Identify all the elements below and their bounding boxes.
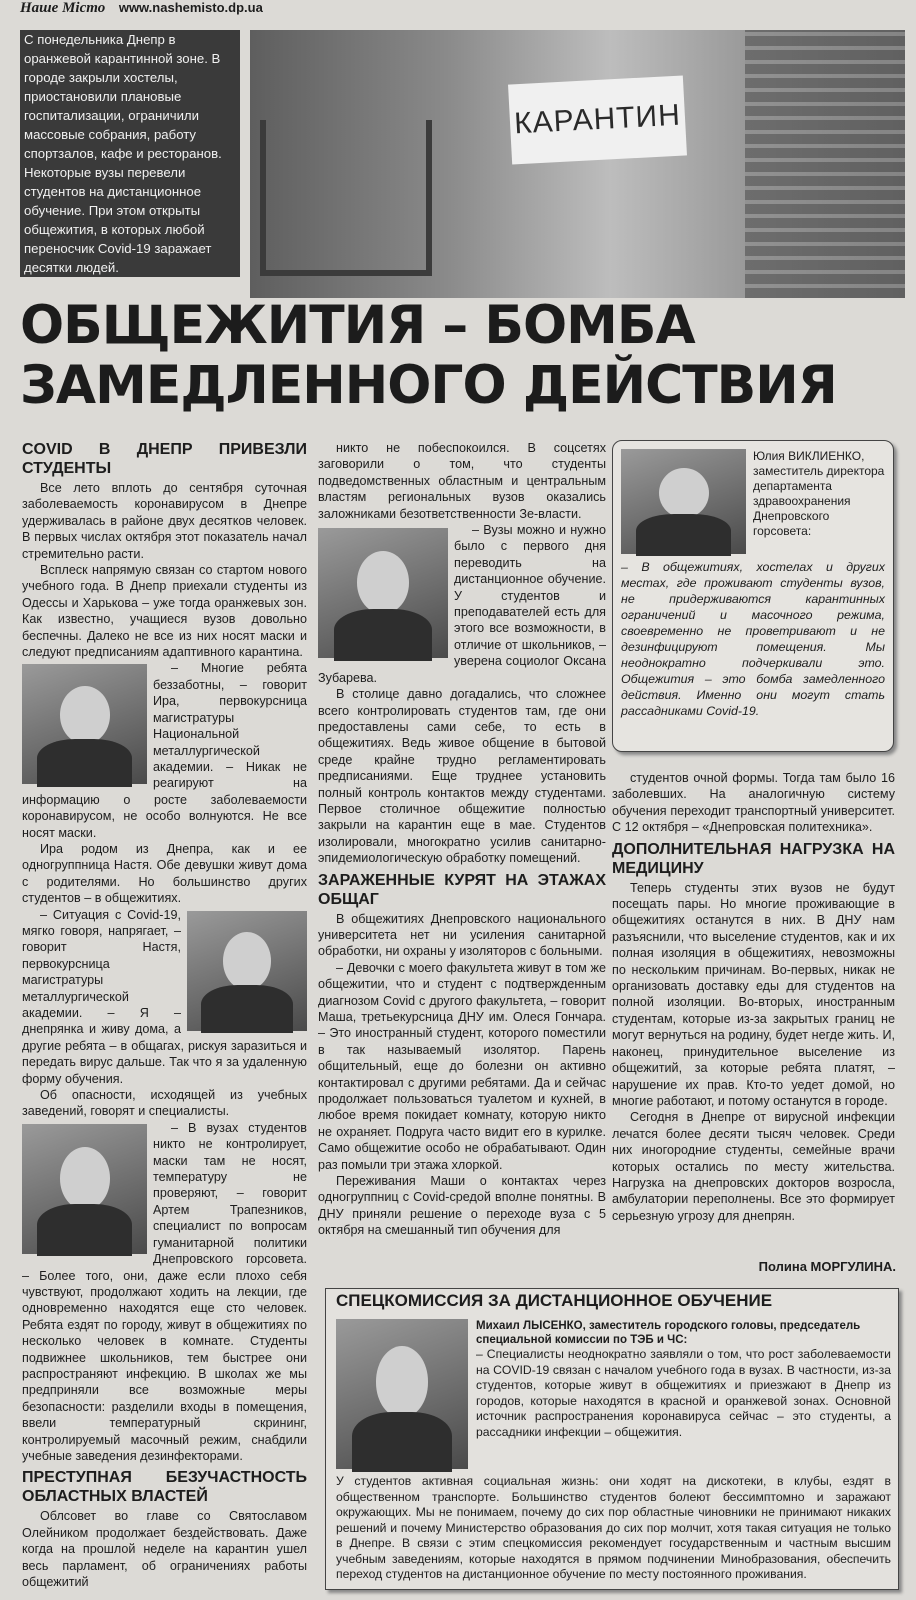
column-3 (612, 770, 895, 1224)
paragraph: В столице давно догадались, что сложнее всего контролировать студентов там, где они предоставлены сами себе, то есть в общежитиях. Ведь живое общение в бытовой среде крайне трудно регламентировать предписаниями. Еще труднее установить полный контроль контактов между студентами. Первое столичное общежитие полностью закрыли на карантин еще в мае. Студентов изолировали, многократно усилив санитарно-эпидемиологическую обработку помещений. (318, 687, 606, 866)
subheading-authorities: ПРЕСТУПНАЯ БЕЗУЧАСТНОСТЬ ОБЛАСТНЫХ ВЛАСТЕЙ (22, 1469, 307, 1506)
paragraph: Сегодня в Днепре от вирусной инфекции лечатся более десяти тысяч человек. Среди них иногородние студенты, семейные врачи которых остались по месту жительства. Нагрузка на днепровских докторов возросла, амбулатории переполнены. Все это формирует серьезную угрозу для днепрян. (612, 1110, 895, 1223)
paragraph: – В вузах студентов никто не контролирует, маски там не носят, температуру не проверяют, – говорит Артем Трапезников, специалист по вопросам гуманитарной политики Днепровского горсовета. – Более того, они, даже если плохо себя чувствуют, продолжают ходить на лекции, где одновременно находятся еще сто человек. Ребята ездят по городу, живут в общежитиях по несколько человек в комнате. Студенты подвижнее школьников, тем быстрее они распространяют инфекцию. В школах же мы предприняли все возможные меры безопасности: разделили входы в помещения, ввели температурный скрининг, контролируемый масочный режим, снабдили учебные заведения дезинфекторами. (22, 1120, 307, 1463)
quote-box-viklienko (612, 440, 894, 752)
subheading-covid: COVID В ДНЕПР ПРИВЕЗЛИ СТУДЕНТЫ (22, 441, 307, 477)
author-signature: Полина МОРГУЛИНА. (758, 1259, 896, 1274)
subheading-medicine: ДОПОЛНИТЕЛЬНАЯ НАГРУЗКА НА МЕДИЦИНУ (612, 840, 895, 877)
page-header (20, 0, 900, 18)
quote-text: – В общежитиях, хостелах и других местах, где проживают студенты вузов, не придерживаются карантинных ограничений и масочного режима, своевременно не проветривают и не дезинфицируют помещения. Мы неоднократно подчеркивали это. Общежития – это бомба замедленного действия. Именно они могут стать рассадниками Covid-19. (621, 560, 885, 718)
quarantine-photo (250, 30, 905, 298)
spec-text-2: У студентов активная социальная жизнь: они ходят на дискотеки, в клубы, ездят в общественном транспорте. Большинство студентов болеют бессимптомно и заражают окружающих. Мы не понимаем, почему до сих пор областные чиновники не принимают никаких решений и почему Министерство образования до сих пор молчит, хотя такая ситуация не только в Днепре. В связи с этим спецкомиссия рекомендует государственным и частным высшим учебным заведениям, которые находятся в прямом подчинении Минобразования, обеспечить переход студентов на дистанционное обучение по месту постоянного проживания. (336, 1474, 891, 1581)
newspaper-logo: Наше Місто (20, 0, 106, 16)
paragraph: Всплеск напрямую связан со стартом нового учебного года. В Днепр приехали студенты из Одессы и Харькова – уже тогда оранжевых зон. Как известно, учащиеся вузов довольно беспечны. Далеко не все из них носят маски и следуют предписаниям адаптивного карантина. (22, 563, 307, 660)
paragraph: Переживания Маши о контактах через одногруппниц с Covid-средой вполне понятны. В ДНУ приняли решение о переходе вуза с 5 октября на смешанный тип обучения для (318, 1174, 606, 1238)
spec-title: СПЕЦКОМИССИЯ ЗА ДИСТАНЦИОННОЕ ОБУЧЕНИЕ (336, 1291, 773, 1310)
paragraph: – Девочки с моего факультета живут в том же общежитии, что и студент с подтвержденным диагнозом Covid с другого факультета, – говорит Маша, третьекурсница ДНУ им. Олеся Гончара. – Это иностранный студент, которого поместили в так называемый изолятор. Парень общительный, еще до болезни он активно контактировал с другими ребятами. Да и сейчас продолжает пользоваться туалетом и кухней, в любое время покидает комнату, которую никто не охраняет. Подруга часто видит его в курилке. Само общежитие особо не обрабатывают. Один раз помыли три этажа хлоркой. (318, 960, 606, 1172)
quarantine-sign: КАРАНТИН (508, 75, 687, 164)
paragraph: Все лето вплоть до сентября суточная заболеваемость коронавирусом в Днепре удерживалась в районе двух десятков человек. В первых числах октября этот показатель начал стремительно расти. (22, 481, 307, 561)
paragraph: – Вузы можно и нужно было с первого дня переводить на дистанционное обучение. У студентов и преподавателей есть для этого все возможности, в отличие от школьников, – уверена социолог Оксана Зубарева. (318, 523, 606, 685)
site-url: www.nashemisto.dp.ua (118, 0, 263, 15)
spec-text-1: – Специалисты неоднократно заявляли о том, что рост заболеваемости на COVID-19 связан с началом учебного года в вузах. В частности, из-за студентов, которые живут в общежитиях и приезжают в Днепр из городов, которые находятся в красной и оранжевой зонах. Основной источник распространения коронавируса сейчас – это студенты, а рассадники инфекции – общежития. (476, 1347, 891, 1439)
photo-ira (22, 664, 147, 784)
photo-nastya (187, 911, 307, 1031)
paragraph: студентов очной формы. Тогда там было 16 заболевших. На аналогичную систему обучения переходит транспортный университет. С 12 октября – «Днепровская политехника». (612, 771, 895, 835)
paragraph: никто не побеспокоился. В соцсетях заговорили о том, что студенты подведомственных областным и центральным властям региональных вузов оказались заложниками безответственности Зе-власти. (318, 441, 606, 521)
photo-artem (22, 1124, 147, 1254)
paragraph: Об опасности, исходящей из учебных заведений, говорят и специалисты. (22, 1088, 307, 1119)
headline-line-2: ЗАМЕДЛЕННОГО ДЕЙСТВИЯ (20, 355, 837, 416)
spec-author: Михаил ЛЫСЕНКО, заместитель городского головы, председатель специальной комиссии по ТЭБ и ЧС: (476, 1320, 861, 1346)
quote-author: Юлия ВИКЛИЕНКО, заместитель директора департамента здравоохранения Днепровского горсовета: (753, 449, 885, 538)
paragraph: В общежитиях Днепровского национального университета нет ни усиления санитарной обработки, ни охраны у изоляторов с больными. (318, 911, 606, 959)
paragraph: – Многие ребята беззаботны, – говорит Ира, первокурсница магистратуры Национальной металлургической академии. – Никак не реагируют на информацию о росте заболеваемости коронавирусом, не особо волнуются. Не все носят маски. (22, 661, 307, 840)
column-2 (318, 440, 606, 1239)
photo-viklienko (621, 449, 746, 554)
building-shape (745, 30, 905, 298)
intro-lead: С понедельника Днепр в оранжевой карантинной зоне. В городе закрыли хостелы, приостановили плановые госпитализации, ограничили массовые собрания, работу спортзалов, кафе и ресторанов. Некоторые вузы перевели студентов на дистанционное обучение. При этом открыты общежития, в которых любой переносчик Covid-19 заражает десятки людей. (20, 30, 240, 277)
headline-line-1: ОБЩЕЖИТИЯ – БОМБА (20, 295, 695, 356)
paragraph: – Ситуация с Covid-19, мягко говоря, напрягает, – говорит Настя, первокурсница магистратуры металлургической академии. – Я – днепрянка и живу дома, а другие ребята – в общагах, рискуя заразиться и передать вирус дальше. Так что я за удаленную форму обучения. (22, 907, 307, 1086)
paragraph: Ира родом из Днепра, как и ее одногруппница Настя. Обе девушки живут дома с родителями. Но большинство других студентов – в общежитиях. (22, 841, 307, 906)
spec-commission-box (325, 1288, 899, 1590)
photo-lysenko (336, 1319, 468, 1469)
photo-oksana (318, 528, 448, 658)
subheading-infected: ЗАРАЖЕННЫЕ КУРЯТ НА ЭТАЖАХ ОБЩАГ (318, 871, 606, 908)
main-headline (20, 296, 882, 416)
column-1 (22, 440, 307, 1590)
paragraph: Теперь студенты этих вузов не будут посещать пары. Но многие проживающие в общежитиях останутся в них. В ДНУ нам разъяснили, что выселение студентов, как и их полная изоляция в общежитиях, невозможны по нескольким причинам. Во-первых, никак не организовать доставку еды для студентов на полной изоляции. Во-вторых, иностранным студентам, которые из-за закрытых границ не могут вернуться на родину, будет негде жить. И, наконец, принудительное выселение из общежитий, за которые ребята платят, – нарушение их прав. Кто-то уедет домой, но многие работают, и потому останутся в городе. (612, 880, 895, 1108)
paragraph: Облсовет во главе со Святославом Олейником продолжает бездействовать. Даже когда на прошлой неделе на карантин ушел весь парламент, об ограничениях работы общежитий (22, 1509, 307, 1589)
bunk-bed-shape (260, 120, 432, 276)
